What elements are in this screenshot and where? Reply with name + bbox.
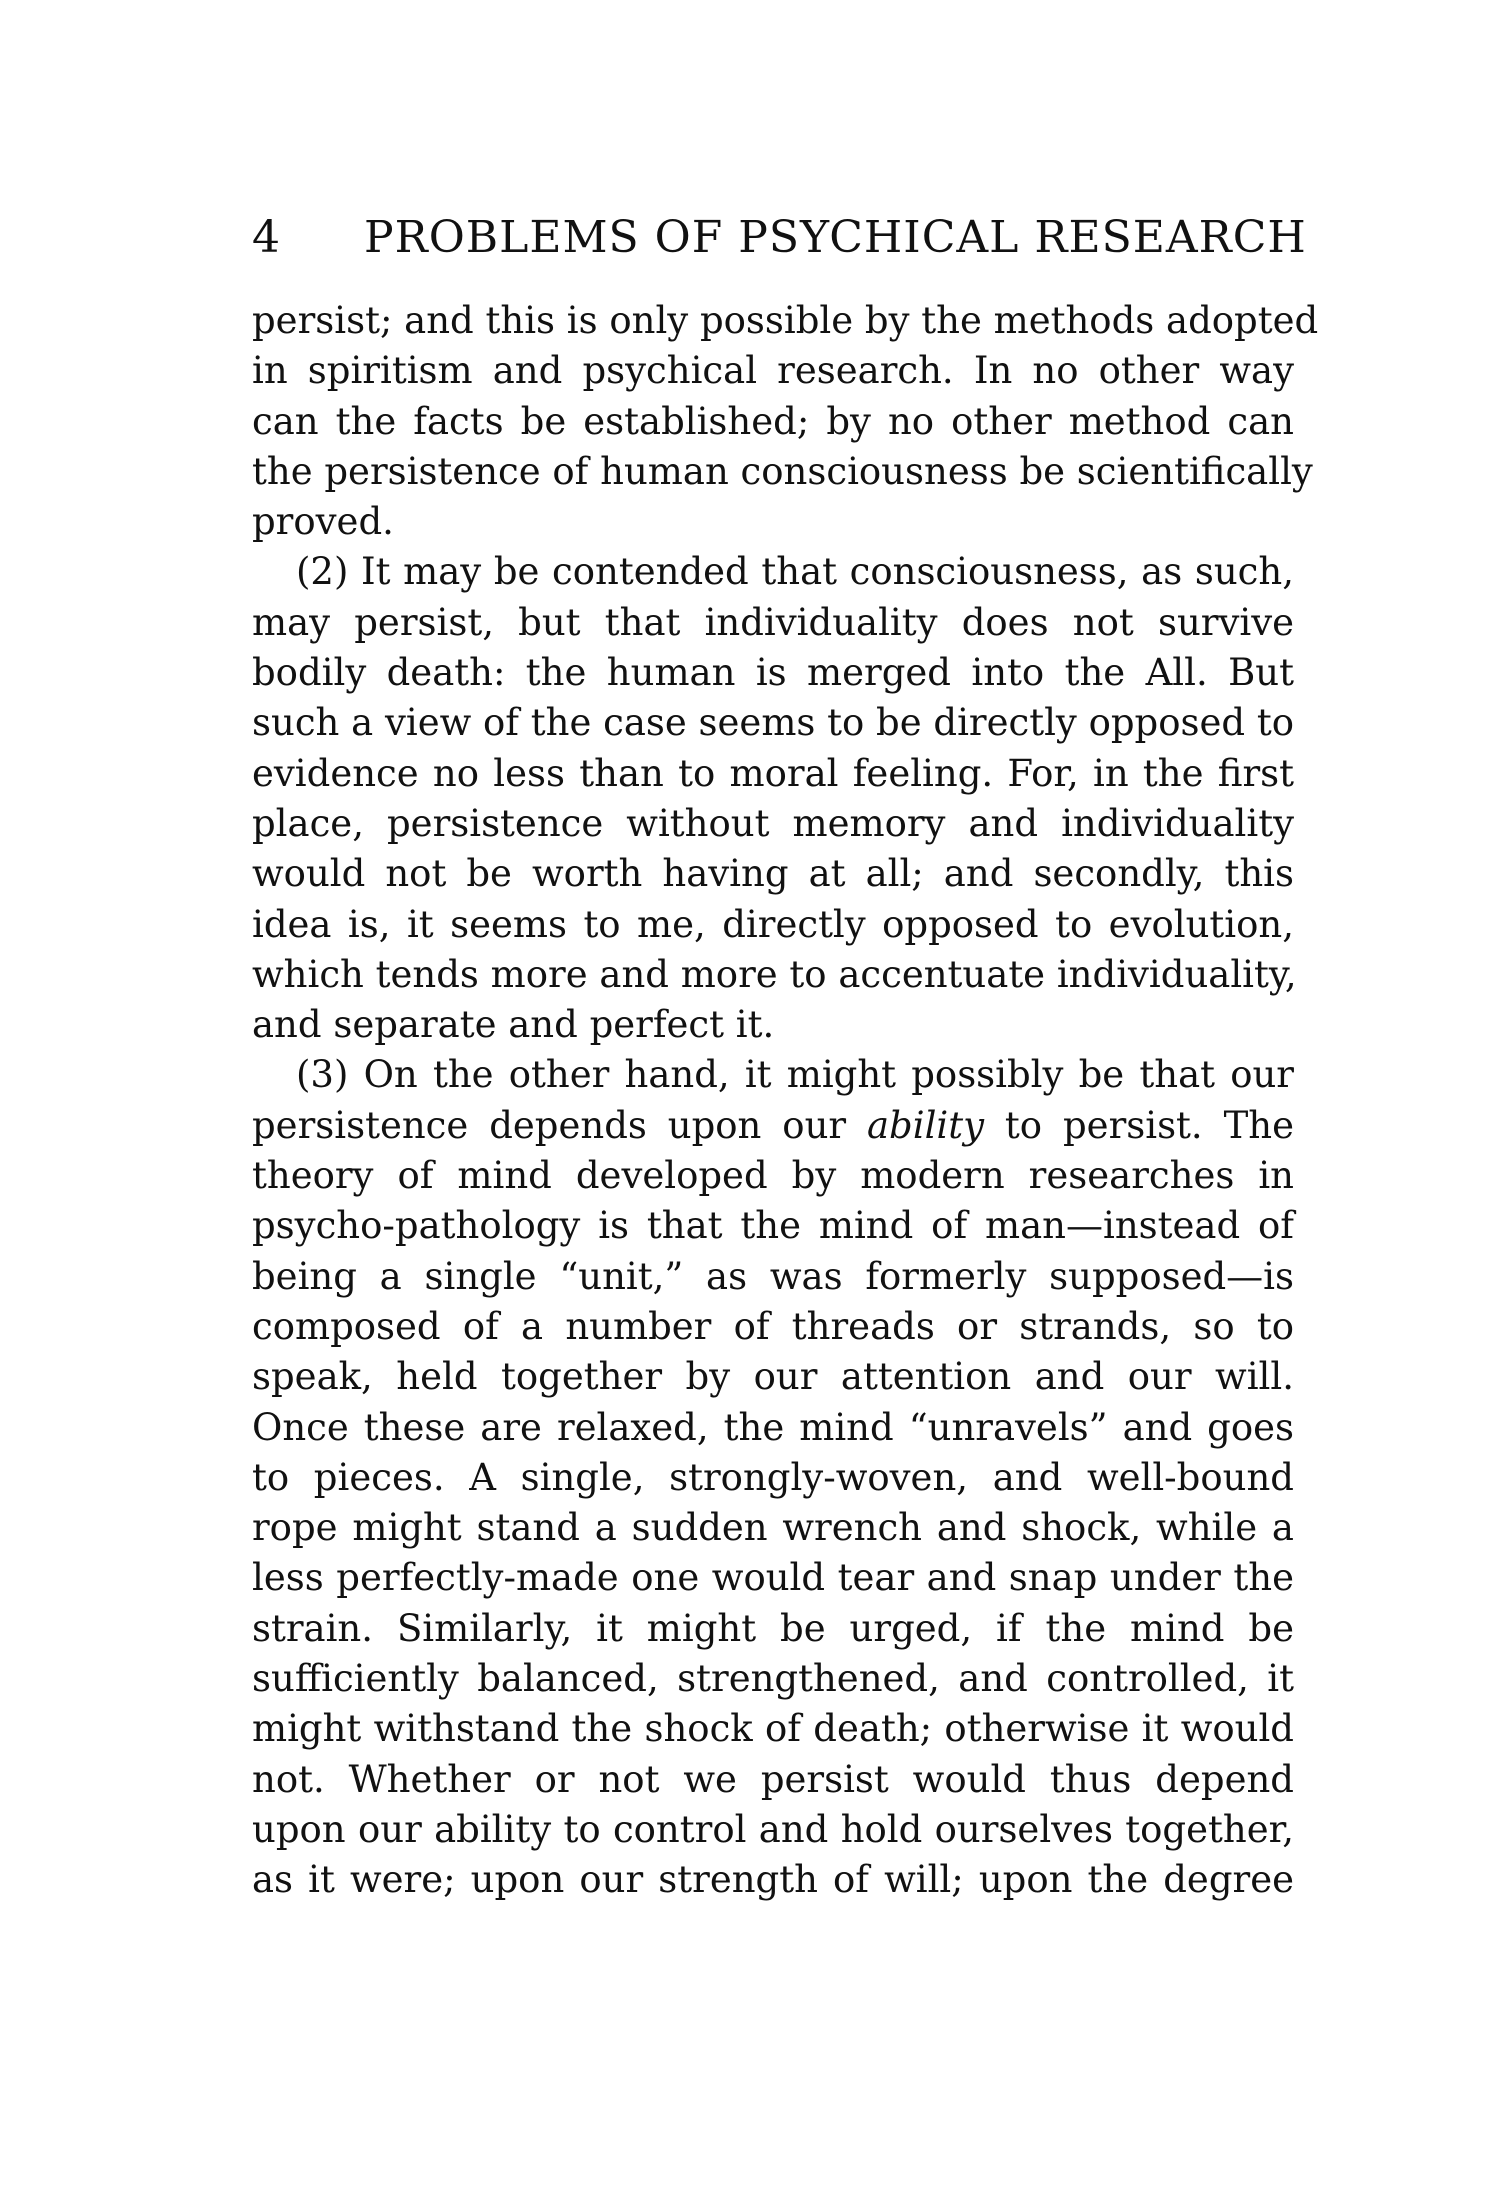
text-line: which tends more and more to accentuate individuality, xyxy=(252,952,1297,996)
running-title: PROBLEMS OF PSYCHICAL RESEARCH xyxy=(364,212,1307,263)
text-line-with-emphasis xyxy=(252,1101,1294,1151)
text-line: evidence no less than to moral feeling. For, in the first xyxy=(252,751,1294,795)
text-line: and separate and perfect it. xyxy=(252,1003,775,1047)
running-head xyxy=(252,208,1307,268)
text-line: would not be worth having at all; and secondly, this xyxy=(252,852,1294,896)
text-segment: persistence depends upon our xyxy=(252,1103,867,1147)
text-line: upon our ability to control and hold ourselves together, xyxy=(252,1807,1294,1851)
paragraph-start-line: (2) It may be contended that consciousness, as such, xyxy=(296,550,1294,594)
text-line: the persistence of human consciousness be scientifically xyxy=(252,449,1313,493)
text-line: speak, held together by our attention and our will. xyxy=(252,1355,1294,1399)
text-line: composed of a number of threads or strands, so to xyxy=(252,1304,1294,1348)
text-line: less perfectly-made one would tear and snap under the xyxy=(252,1556,1294,1600)
text-line: to pieces. A single, strongly-woven, and well-bound xyxy=(252,1455,1294,1499)
text-line: idea is, it seems to me, directly opposed to evolution, xyxy=(252,902,1294,946)
text-line: rope might stand a sudden wrench and shock, while a xyxy=(252,1506,1294,1550)
text-line: such a view of the case seems to be directly opposed to xyxy=(252,701,1294,745)
paragraph-start-line: (3) On the other hand, it might possibly be that our xyxy=(296,1053,1294,1097)
text-line: being a single “unit,” as was formerly supposed—is xyxy=(252,1254,1294,1298)
text-line: as it were; upon our strength of will; upon the degree xyxy=(252,1858,1294,1902)
text-line: proved. xyxy=(252,500,394,544)
text-line: psycho-pathology is that the mind of man—instead of xyxy=(252,1204,1294,1248)
text-line: theory of mind developed by modern researches in xyxy=(252,1154,1294,1198)
text-line: might withstand the shock of death; otherwise it would xyxy=(252,1707,1294,1751)
body-text xyxy=(252,296,1319,1906)
text-segment: to persist. The xyxy=(984,1103,1295,1147)
emphasized-word: ability xyxy=(867,1103,985,1147)
text-line: place, persistence without memory and individuality xyxy=(252,801,1294,845)
text-line: sufficiently balanced, strengthened, and controlled, it xyxy=(252,1657,1294,1701)
page-number: 4 xyxy=(252,212,281,263)
text-line: strain. Similarly, it might be urged, if the mind be xyxy=(252,1606,1294,1650)
text-line: bodily death: the human is merged into the All. But xyxy=(252,651,1294,695)
text-line: may persist, but that individuality does not survive xyxy=(252,600,1294,644)
text-line: Once these are relaxed, the mind “unravels” and goes xyxy=(252,1405,1294,1449)
text-line: not. Whether or not we persist would thus depend xyxy=(252,1757,1294,1801)
text-line: can the facts be established; by no other method can xyxy=(252,399,1294,443)
text-line: in spiritism and psychical research. In no other way xyxy=(252,349,1294,393)
text-line: persist; and this is only possible by the methods adopted xyxy=(252,299,1319,342)
